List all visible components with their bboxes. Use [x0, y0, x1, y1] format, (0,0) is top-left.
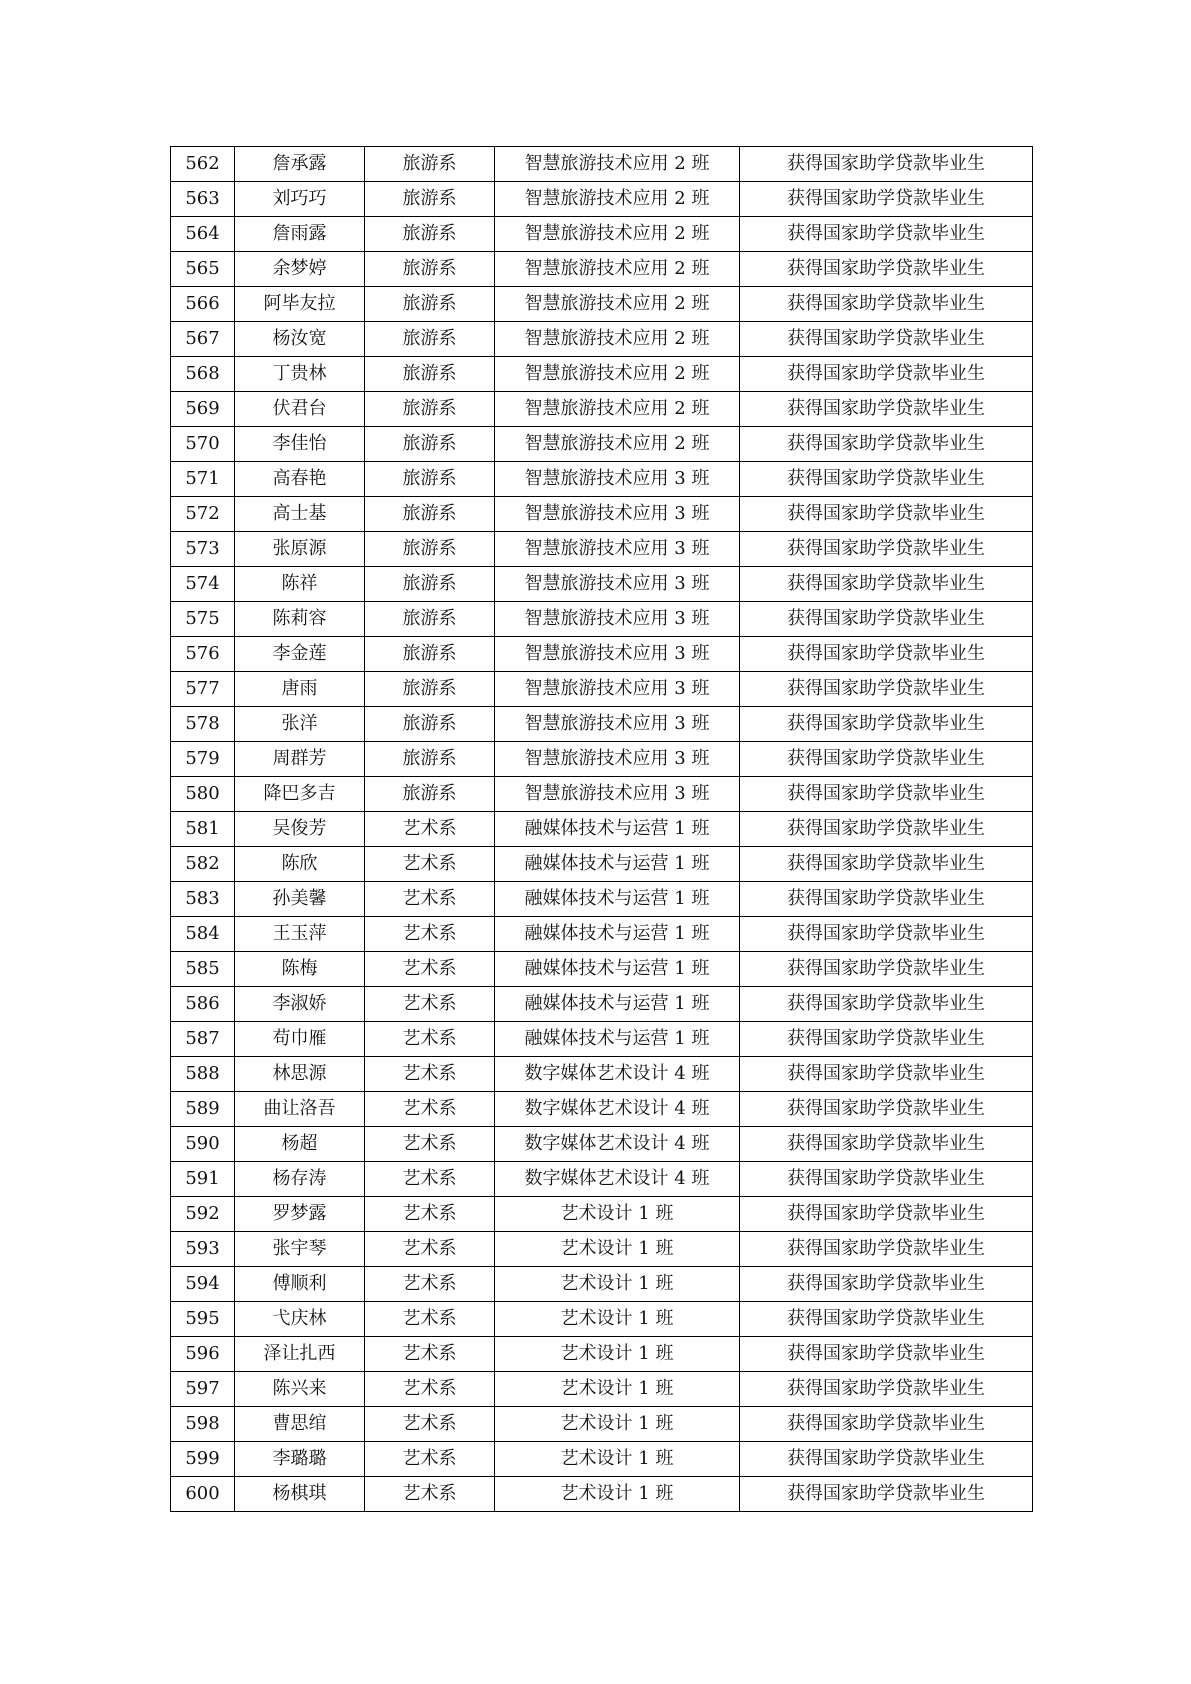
class-name-cell: 智慧旅游技术应用 3 班: [495, 602, 740, 637]
table-row: [171, 1162, 1033, 1197]
class-name-cell: 智慧旅游技术应用 2 班: [495, 217, 740, 252]
table-row: [171, 357, 1033, 392]
department-cell: 艺术系: [365, 1127, 495, 1162]
status-cell: 获得国家助学贷款毕业生: [740, 847, 1033, 882]
row-number-cell: 578: [171, 707, 235, 742]
table-row: [171, 882, 1033, 917]
class-name-cell: 融媒体技术与运营 1 班: [495, 987, 740, 1022]
status-cell: 获得国家助学贷款毕业生: [740, 1477, 1033, 1512]
class-name-cell: 智慧旅游技术应用 3 班: [495, 707, 740, 742]
table-row: [171, 392, 1033, 427]
table-row: [171, 1337, 1033, 1372]
student-name-cell: 杨超: [235, 1127, 365, 1162]
table-row: [171, 672, 1033, 707]
class-name-cell: 艺术设计 1 班: [495, 1232, 740, 1267]
status-cell: 获得国家助学贷款毕业生: [740, 637, 1033, 672]
student-name-cell: 李金莲: [235, 637, 365, 672]
student-name-cell: 詹雨露: [235, 217, 365, 252]
student-name-cell: 李佳怡: [235, 427, 365, 462]
table-row: [171, 147, 1033, 182]
status-cell: 获得国家助学贷款毕业生: [740, 952, 1033, 987]
table-row: [171, 497, 1033, 532]
status-cell: 获得国家助学贷款毕业生: [740, 1232, 1033, 1267]
class-name-cell: 智慧旅游技术应用 2 班: [495, 252, 740, 287]
status-cell: 获得国家助学贷款毕业生: [740, 392, 1033, 427]
student-name-cell: 傅顺利: [235, 1267, 365, 1302]
student-name-cell: 陈莉容: [235, 602, 365, 637]
class-name-cell: 数字媒体艺术设计 4 班: [495, 1057, 740, 1092]
table-body: [171, 147, 1033, 1512]
student-name-cell: 罗梦露: [235, 1197, 365, 1232]
student-name-cell: 李璐璐: [235, 1442, 365, 1477]
student-name-cell: 陈兴来: [235, 1372, 365, 1407]
student-name-cell: 张原源: [235, 532, 365, 567]
student-name-cell: 弋庆林: [235, 1302, 365, 1337]
student-name-cell: 李淑娇: [235, 987, 365, 1022]
table-row: [171, 1407, 1033, 1442]
class-name-cell: 数字媒体艺术设计 4 班: [495, 1162, 740, 1197]
row-number-cell: 586: [171, 987, 235, 1022]
row-number-cell: 562: [171, 147, 235, 182]
department-cell: 旅游系: [365, 777, 495, 812]
table-row: [171, 917, 1033, 952]
status-cell: 获得国家助学贷款毕业生: [740, 707, 1033, 742]
row-number-cell: 598: [171, 1407, 235, 1442]
student-name-cell: 苟巾雁: [235, 1022, 365, 1057]
row-number-cell: 568: [171, 357, 235, 392]
row-number-cell: 576: [171, 637, 235, 672]
status-cell: 获得国家助学贷款毕业生: [740, 1057, 1033, 1092]
student-name-cell: 陈梅: [235, 952, 365, 987]
row-number-cell: 567: [171, 322, 235, 357]
status-cell: 获得国家助学贷款毕业生: [740, 287, 1033, 322]
department-cell: 旅游系: [365, 357, 495, 392]
status-cell: 获得国家助学贷款毕业生: [740, 672, 1033, 707]
department-cell: 艺术系: [365, 952, 495, 987]
department-cell: 艺术系: [365, 987, 495, 1022]
row-number-cell: 587: [171, 1022, 235, 1057]
department-cell: 艺术系: [365, 1162, 495, 1197]
department-cell: 艺术系: [365, 1407, 495, 1442]
student-name-cell: 丁贵林: [235, 357, 365, 392]
class-name-cell: 智慧旅游技术应用 2 班: [495, 147, 740, 182]
table-row: [171, 707, 1033, 742]
row-number-cell: 566: [171, 287, 235, 322]
student-name-cell: 阿毕友拉: [235, 287, 365, 322]
student-name-cell: 张宇琴: [235, 1232, 365, 1267]
row-number-cell: 564: [171, 217, 235, 252]
department-cell: 艺术系: [365, 1337, 495, 1372]
status-cell: 获得国家助学贷款毕业生: [740, 882, 1033, 917]
department-cell: 艺术系: [365, 917, 495, 952]
department-cell: 艺术系: [365, 882, 495, 917]
status-cell: 获得国家助学贷款毕业生: [740, 987, 1033, 1022]
status-cell: 获得国家助学贷款毕业生: [740, 462, 1033, 497]
status-cell: 获得国家助学贷款毕业生: [740, 1407, 1033, 1442]
student-name-cell: 王玉萍: [235, 917, 365, 952]
class-name-cell: 智慧旅游技术应用 3 班: [495, 672, 740, 707]
row-number-cell: 595: [171, 1302, 235, 1337]
class-name-cell: 融媒体技术与运营 1 班: [495, 917, 740, 952]
table-row: [171, 1022, 1033, 1057]
department-cell: 旅游系: [365, 147, 495, 182]
status-cell: 获得国家助学贷款毕业生: [740, 1267, 1033, 1302]
row-number-cell: 590: [171, 1127, 235, 1162]
table-row: [171, 532, 1033, 567]
student-name-cell: 吴俊芳: [235, 812, 365, 847]
status-cell: 获得国家助学贷款毕业生: [740, 147, 1033, 182]
class-name-cell: 智慧旅游技术应用 3 班: [495, 742, 740, 777]
department-cell: 旅游系: [365, 497, 495, 532]
department-cell: 艺术系: [365, 847, 495, 882]
class-name-cell: 艺术设计 1 班: [495, 1477, 740, 1512]
department-cell: 旅游系: [365, 637, 495, 672]
status-cell: 获得国家助学贷款毕业生: [740, 357, 1033, 392]
row-number-cell: 596: [171, 1337, 235, 1372]
class-name-cell: 艺术设计 1 班: [495, 1442, 740, 1477]
row-number-cell: 593: [171, 1232, 235, 1267]
table-row: [171, 1057, 1033, 1092]
class-name-cell: 融媒体技术与运营 1 班: [495, 812, 740, 847]
class-name-cell: 艺术设计 1 班: [495, 1197, 740, 1232]
status-cell: 获得国家助学贷款毕业生: [740, 1127, 1033, 1162]
student-name-cell: 余梦婷: [235, 252, 365, 287]
department-cell: 旅游系: [365, 462, 495, 497]
class-name-cell: 艺术设计 1 班: [495, 1337, 740, 1372]
class-name-cell: 融媒体技术与运营 1 班: [495, 882, 740, 917]
department-cell: 旅游系: [365, 392, 495, 427]
status-cell: 获得国家助学贷款毕业生: [740, 252, 1033, 287]
class-name-cell: 融媒体技术与运营 1 班: [495, 847, 740, 882]
department-cell: 旅游系: [365, 427, 495, 462]
status-cell: 获得国家助学贷款毕业生: [740, 1092, 1033, 1127]
department-cell: 旅游系: [365, 707, 495, 742]
class-name-cell: 融媒体技术与运营 1 班: [495, 1022, 740, 1057]
student-name-cell: 曲让洛吾: [235, 1092, 365, 1127]
table-row: [171, 742, 1033, 777]
table-row: [171, 1127, 1033, 1162]
row-number-cell: 575: [171, 602, 235, 637]
row-number-cell: 572: [171, 497, 235, 532]
status-cell: 获得国家助学贷款毕业生: [740, 1442, 1033, 1477]
student-name-cell: 杨汝宽: [235, 322, 365, 357]
class-name-cell: 智慧旅游技术应用 3 班: [495, 777, 740, 812]
department-cell: 艺术系: [365, 1442, 495, 1477]
class-name-cell: 智慧旅游技术应用 2 班: [495, 287, 740, 322]
student-name-cell: 高士基: [235, 497, 365, 532]
class-name-cell: 智慧旅游技术应用 3 班: [495, 567, 740, 602]
table-row: [171, 217, 1033, 252]
row-number-cell: 594: [171, 1267, 235, 1302]
status-cell: 获得国家助学贷款毕业生: [740, 427, 1033, 462]
row-number-cell: 580: [171, 777, 235, 812]
department-cell: 艺术系: [365, 1477, 495, 1512]
table-row: [171, 462, 1033, 497]
student-name-cell: 唐雨: [235, 672, 365, 707]
row-number-cell: 585: [171, 952, 235, 987]
class-name-cell: 智慧旅游技术应用 3 班: [495, 532, 740, 567]
status-cell: 获得国家助学贷款毕业生: [740, 742, 1033, 777]
department-cell: 旅游系: [365, 532, 495, 567]
status-cell: 获得国家助学贷款毕业生: [740, 602, 1033, 637]
department-cell: 艺术系: [365, 1092, 495, 1127]
table-row: [171, 1477, 1033, 1512]
row-number-cell: 569: [171, 392, 235, 427]
table-row: [171, 1302, 1033, 1337]
table-row: [171, 182, 1033, 217]
status-cell: 获得国家助学贷款毕业生: [740, 182, 1033, 217]
table-row: [171, 812, 1033, 847]
row-number-cell: 579: [171, 742, 235, 777]
row-number-cell: 588: [171, 1057, 235, 1092]
student-name-cell: 詹承露: [235, 147, 365, 182]
row-number-cell: 597: [171, 1372, 235, 1407]
status-cell: 获得国家助学贷款毕业生: [740, 917, 1033, 952]
row-number-cell: 583: [171, 882, 235, 917]
class-name-cell: 智慧旅游技术应用 3 班: [495, 497, 740, 532]
table-row: [171, 847, 1033, 882]
table-row: [171, 567, 1033, 602]
class-name-cell: 智慧旅游技术应用 2 班: [495, 392, 740, 427]
department-cell: 艺术系: [365, 1057, 495, 1092]
department-cell: 艺术系: [365, 812, 495, 847]
student-name-cell: 陈祥: [235, 567, 365, 602]
student-name-cell: 降巴多吉: [235, 777, 365, 812]
status-cell: 获得国家助学贷款毕业生: [740, 812, 1033, 847]
row-number-cell: 563: [171, 182, 235, 217]
department-cell: 艺术系: [365, 1267, 495, 1302]
row-number-cell: 591: [171, 1162, 235, 1197]
class-name-cell: 融媒体技术与运营 1 班: [495, 952, 740, 987]
student-name-cell: 曹思绾: [235, 1407, 365, 1442]
row-number-cell: 582: [171, 847, 235, 882]
status-cell: 获得国家助学贷款毕业生: [740, 567, 1033, 602]
department-cell: 旅游系: [365, 742, 495, 777]
class-name-cell: 艺术设计 1 班: [495, 1267, 740, 1302]
status-cell: 获得国家助学贷款毕业生: [740, 497, 1033, 532]
department-cell: 旅游系: [365, 182, 495, 217]
student-name-cell: 张洋: [235, 707, 365, 742]
department-cell: 旅游系: [365, 217, 495, 252]
student-name-cell: 刘巧巧: [235, 182, 365, 217]
table-row: [171, 1372, 1033, 1407]
row-number-cell: 574: [171, 567, 235, 602]
row-number-cell: 571: [171, 462, 235, 497]
status-cell: 获得国家助学贷款毕业生: [740, 1372, 1033, 1407]
department-cell: 旅游系: [365, 672, 495, 707]
department-cell: 旅游系: [365, 567, 495, 602]
table-row: [171, 1092, 1033, 1127]
student-name-cell: 高春艳: [235, 462, 365, 497]
row-number-cell: 573: [171, 532, 235, 567]
status-cell: 获得国家助学贷款毕业生: [740, 217, 1033, 252]
table-row: [171, 637, 1033, 672]
class-name-cell: 智慧旅游技术应用 3 班: [495, 462, 740, 497]
department-cell: 旅游系: [365, 252, 495, 287]
row-number-cell: 570: [171, 427, 235, 462]
row-number-cell: 589: [171, 1092, 235, 1127]
department-cell: 旅游系: [365, 322, 495, 357]
department-cell: 艺术系: [365, 1372, 495, 1407]
row-number-cell: 581: [171, 812, 235, 847]
class-name-cell: 智慧旅游技术应用 2 班: [495, 357, 740, 392]
status-cell: 获得国家助学贷款毕业生: [740, 1337, 1033, 1372]
table-row: [171, 427, 1033, 462]
status-cell: 获得国家助学贷款毕业生: [740, 1302, 1033, 1337]
row-number-cell: 577: [171, 672, 235, 707]
table-row: [171, 1442, 1033, 1477]
status-cell: 获得国家助学贷款毕业生: [740, 777, 1033, 812]
row-number-cell: 592: [171, 1197, 235, 1232]
class-name-cell: 智慧旅游技术应用 3 班: [495, 637, 740, 672]
status-cell: 获得国家助学贷款毕业生: [740, 322, 1033, 357]
table-row: [171, 602, 1033, 637]
table-row: [171, 1267, 1033, 1302]
class-name-cell: 智慧旅游技术应用 2 班: [495, 427, 740, 462]
class-name-cell: 智慧旅游技术应用 2 班: [495, 182, 740, 217]
department-cell: 艺术系: [365, 1022, 495, 1057]
student-name-cell: 伏君台: [235, 392, 365, 427]
table-row: [171, 1232, 1033, 1267]
student-name-cell: 泽让扎西: [235, 1337, 365, 1372]
student-name-cell: 杨存涛: [235, 1162, 365, 1197]
department-cell: 旅游系: [365, 287, 495, 322]
student-name-cell: 周群芳: [235, 742, 365, 777]
status-cell: 获得国家助学贷款毕业生: [740, 1197, 1033, 1232]
table-row: [171, 952, 1033, 987]
row-number-cell: 584: [171, 917, 235, 952]
row-number-cell: 599: [171, 1442, 235, 1477]
table-row: [171, 252, 1033, 287]
class-name-cell: 艺术设计 1 班: [495, 1372, 740, 1407]
table-row: [171, 987, 1033, 1022]
student-name-cell: 孙美馨: [235, 882, 365, 917]
status-cell: 获得国家助学贷款毕业生: [740, 532, 1033, 567]
department-cell: 艺术系: [365, 1197, 495, 1232]
student-name-cell: 杨棋琪: [235, 1477, 365, 1512]
class-name-cell: 智慧旅游技术应用 2 班: [495, 322, 740, 357]
department-cell: 艺术系: [365, 1302, 495, 1337]
class-name-cell: 数字媒体艺术设计 4 班: [495, 1127, 740, 1162]
table-row: [171, 777, 1033, 812]
status-cell: 获得国家助学贷款毕业生: [740, 1162, 1033, 1197]
row-number-cell: 600: [171, 1477, 235, 1512]
table-row: [171, 287, 1033, 322]
student-name-cell: 林思源: [235, 1057, 365, 1092]
student-loan-graduates-table: [170, 146, 1033, 1512]
department-cell: 艺术系: [365, 1232, 495, 1267]
class-name-cell: 数字媒体艺术设计 4 班: [495, 1092, 740, 1127]
status-cell: 获得国家助学贷款毕业生: [740, 1022, 1033, 1057]
row-number-cell: 565: [171, 252, 235, 287]
department-cell: 旅游系: [365, 602, 495, 637]
table-row: [171, 1197, 1033, 1232]
table-row: [171, 322, 1033, 357]
class-name-cell: 艺术设计 1 班: [495, 1302, 740, 1337]
class-name-cell: 艺术设计 1 班: [495, 1407, 740, 1442]
student-name-cell: 陈欣: [235, 847, 365, 882]
